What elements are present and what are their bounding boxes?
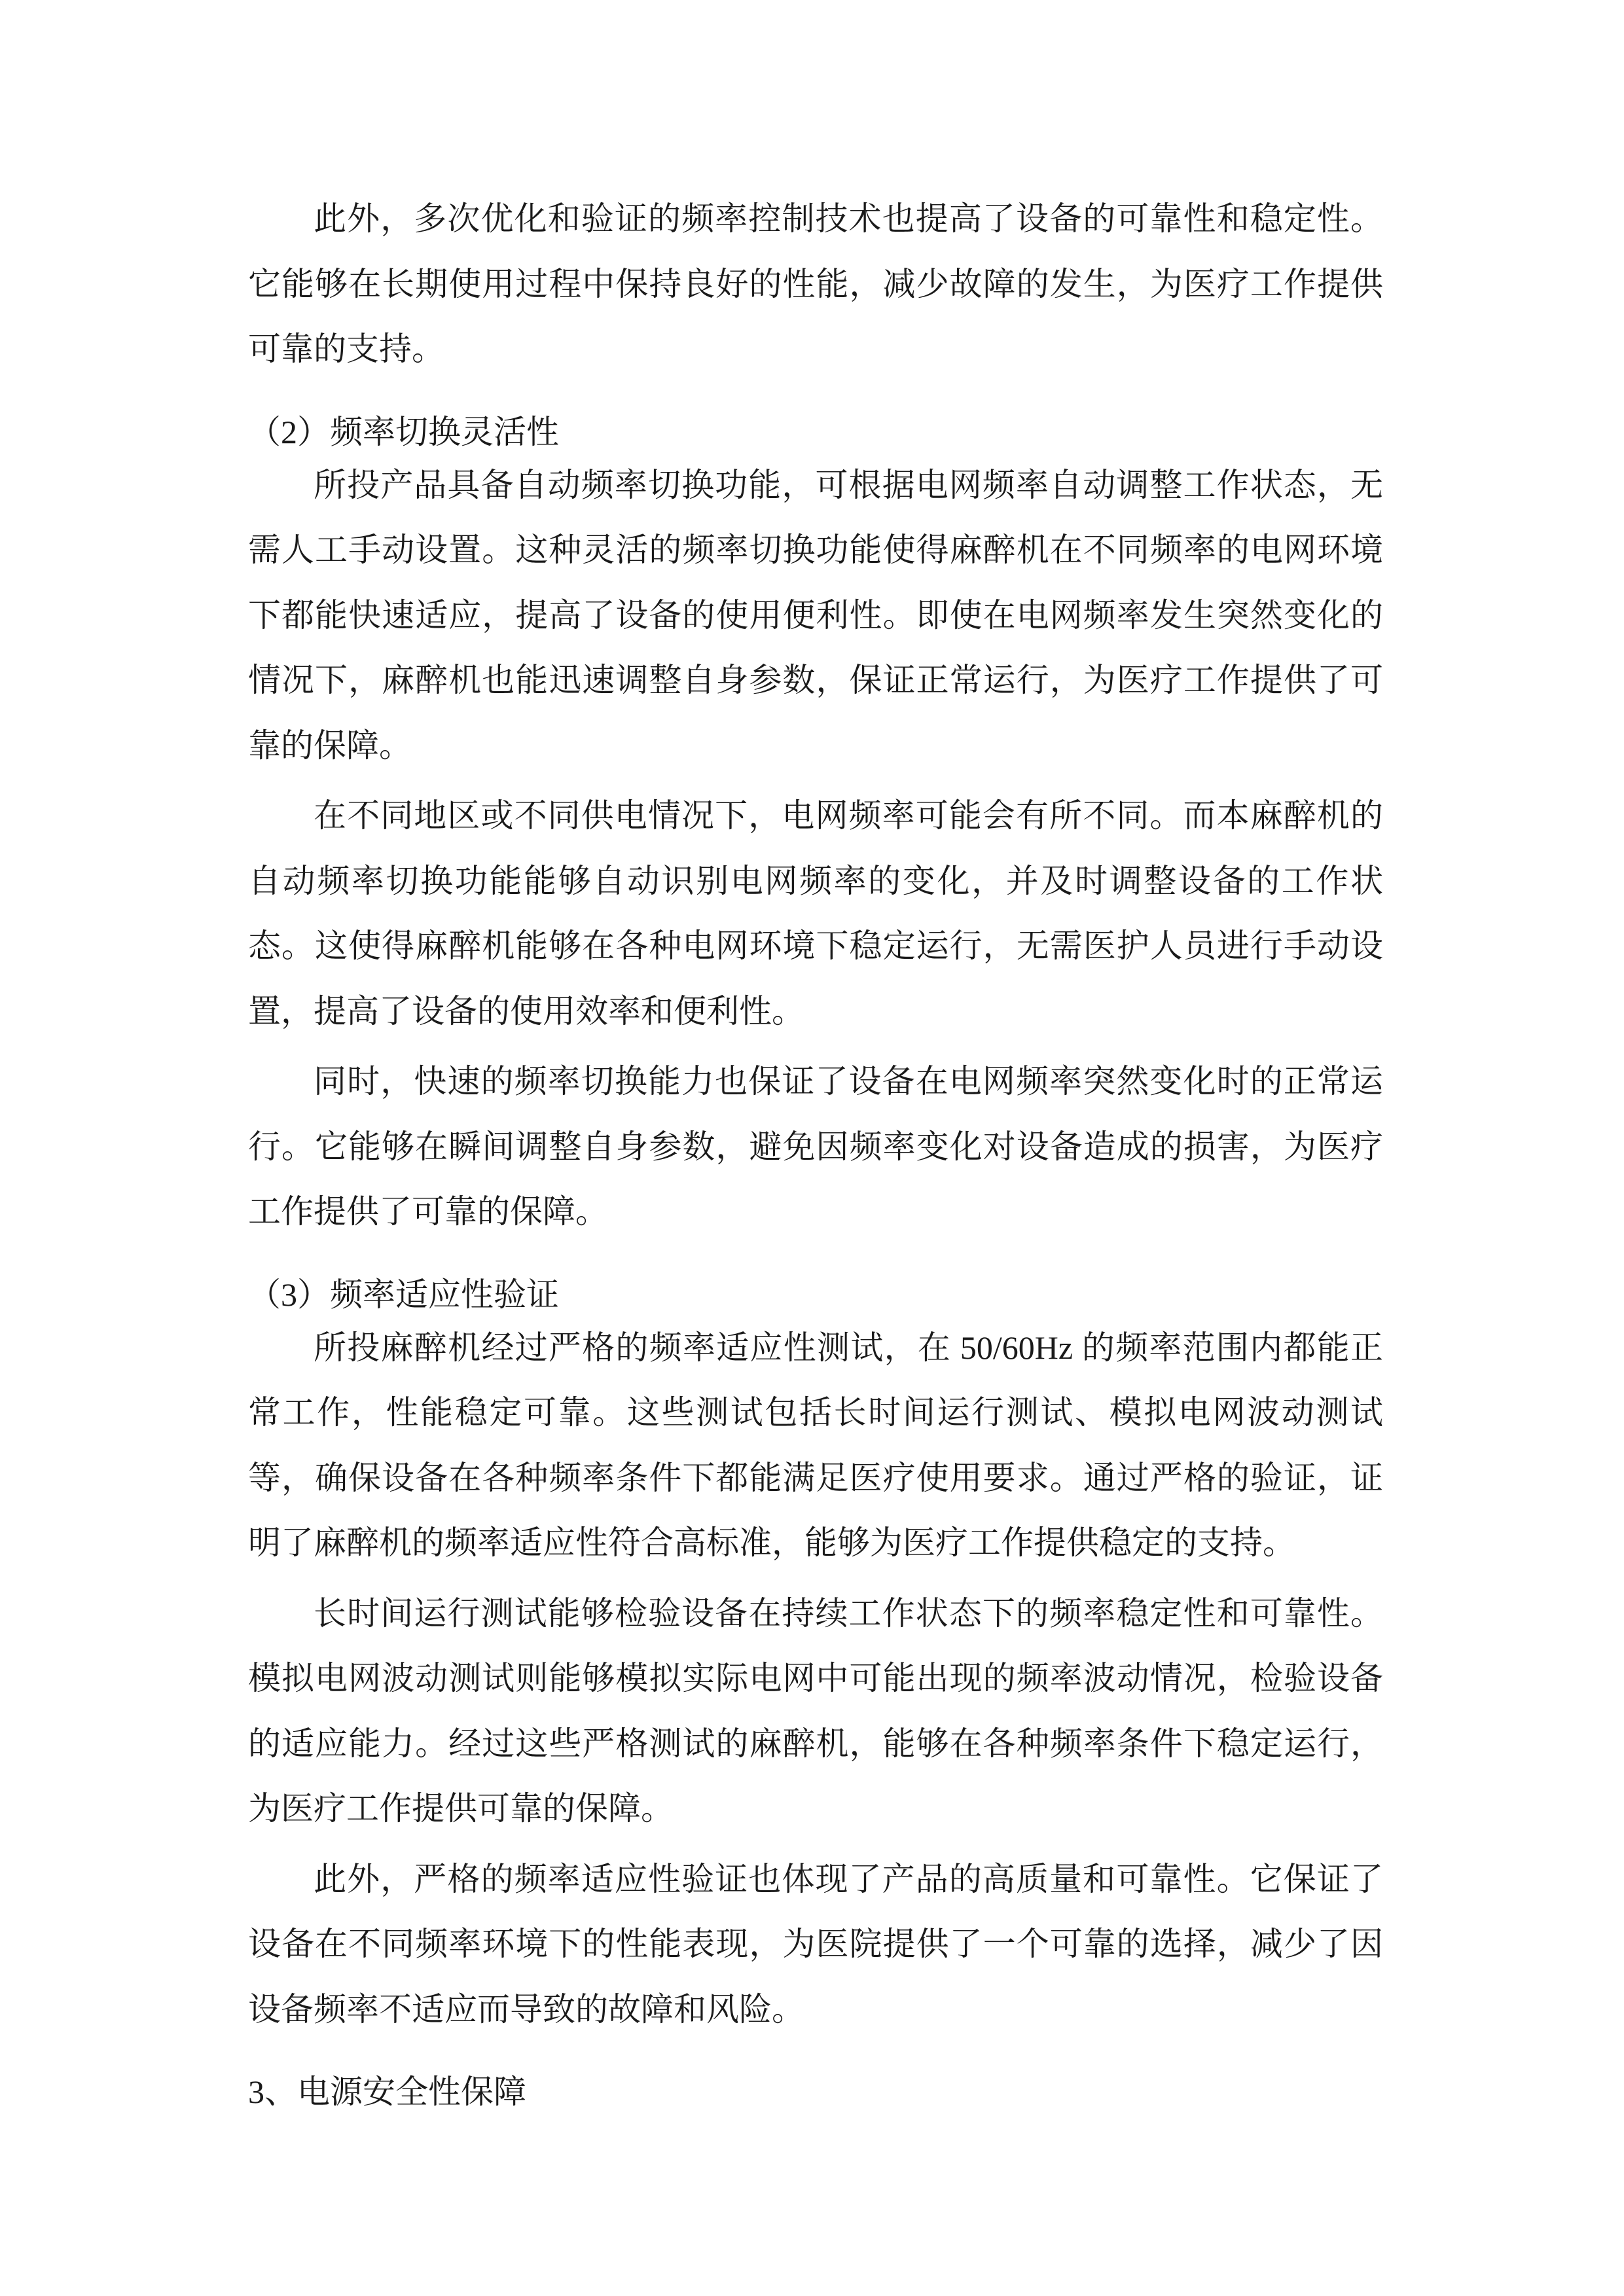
paragraph [248,1049,1383,1245]
paragraph-line: 同时，快速的频率切换能力也保证了设备在电网频率突然变化时的正常运 [314,1063,1383,1100]
paragraph-line: 常工作，性能稳定可靠。这些测试包括长时间运行测试、模拟电网波动测试 [248,1394,1383,1431]
document-body [248,187,1383,2113]
paragraph [248,187,1383,382]
paragraph-line: 它能够在长期使用过程中保持良好的性能，减少故障的发生，为医疗工作提供 [248,265,1383,302]
paragraph-line: 态。这使得麻醉机能够在各种电网环境下稳定运行，无需医护人员进行手动设 [248,927,1383,964]
paragraph-line: 设备频率不适应而导致的故障和风险。 [248,1990,804,2028]
paragraph-line: 的适应能力。经过这些严格测试的麻醉机，能够在各种频率条件下稳定运行， [248,1725,1383,1762]
paragraph-line: 自动频率切换功能能够自动识别电网频率的变化，并及时调整设备的工作状 [248,862,1383,899]
paragraph [248,1581,1383,1842]
paragraph-line: 设备在不同频率环境下的性能表现，为医院提供了一个可靠的选择，减少了因 [248,1926,1383,1962]
paragraph-line: 在不同地区或不同供电情况下，电网频率可能会有所不同。而本麻醉机的 [314,797,1383,834]
paragraph-line: 模拟电网波动测试则能够模拟实际电网中可能出现的频率波动情况，检验设备 [248,1660,1383,1696]
paragraph-line: 下都能快速适应，提高了设备的使用便利性。即使在电网频率发生突然变化的 [248,596,1383,634]
paragraph-line: 明了麻醉机的频率适应性符合高标准，能够为医疗工作提供稳定的支持。 [248,1524,1295,1561]
paragraph [248,1316,1383,1576]
paragraph-line: 情况下，麻醉机也能迅速调整自身参数，保证正常运行，为医疗工作提供了可 [248,662,1383,698]
paragraph-line: 行。它能够在瞬间调整自身参数，避免因频率变化对设备造成的损害，为医疗 [248,1128,1383,1165]
paragraph-line: 此外，多次优化和验证的频率控制技术也提高了设备的可靠性和稳定性。 [314,200,1383,237]
paragraph-line: 靠的保障。 [248,726,412,764]
paragraph [248,453,1383,779]
paragraph-line: 需人工手动设置。这种灵活的频率切换功能使得麻醉机在不同频率的电网环境 [248,531,1383,568]
paragraph-line: 长时间运行测试能够检验设备在持续工作状态下的频率稳定性和可靠性。 [314,1594,1383,1632]
paragraph-line: 工作提供了可靠的保障。 [248,1193,608,1230]
section-heading: 3、电源安全性保障 [248,2073,526,2110]
paragraph-line: 此外，严格的频率适应性验证也体现了产品的高质量和可靠性。它保证了 [314,1860,1383,1897]
section-heading: （3）频率适应性验证 [248,1276,559,1313]
paragraph-line: 置，提高了设备的使用效率和便利性。 [248,992,804,1030]
paragraph [248,1847,1383,2043]
paragraph-line: 所投产品具备自动频率切换功能，可根据电网频率自动调整工作状态，无 [314,466,1383,503]
paragraph-line: 所投麻醉机经过严格的频率适应性测试，在 50/60Hz 的频率范围内都能正 [314,1329,1383,1366]
paragraph [248,783,1383,1044]
section-heading: （2）频率切换灵活性 [248,413,559,450]
paragraph-line: 等，确保设备在各种频率条件下都能满足医疗使用要求。通过严格的验证，证 [248,1459,1383,1496]
paragraph-line: 可靠的支持。 [248,331,444,367]
paragraph-line: 为医疗工作提供可靠的保障。 [248,1790,674,1827]
